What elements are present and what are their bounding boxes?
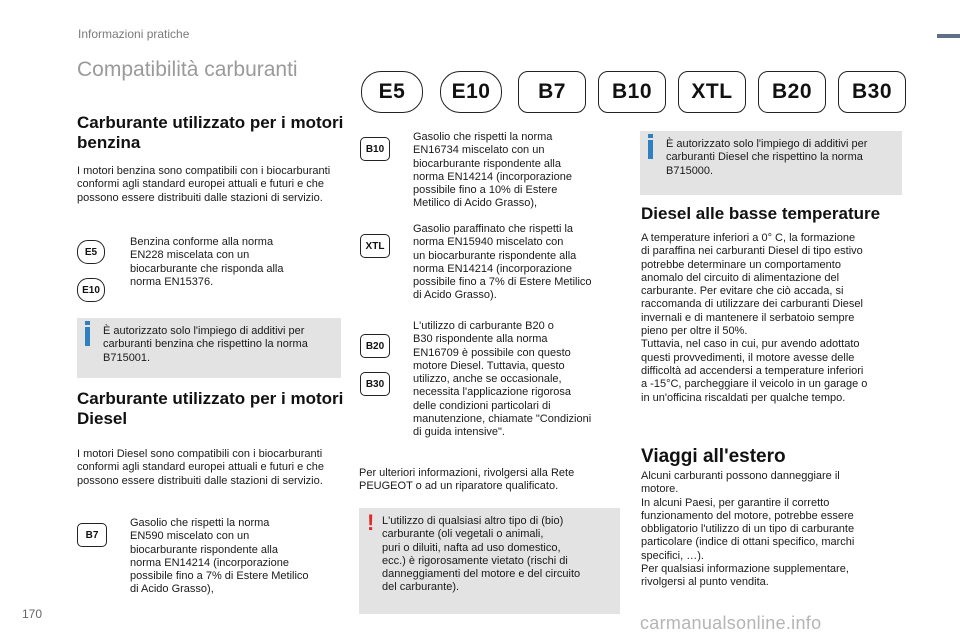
xtl-desc: Gasolio paraffinato che rispetti la norma EN15940 miscelato con un biocarburante rispondente alla norma EN14214 (incorporazione possibile fino a 7% di Estere Metilico di Acido Grasso). <box>413 223 592 302</box>
section-label: Informazioni pratiche <box>78 27 190 41</box>
petrol-info-text: È autorizzato solo l'impiego di additivi per carburanti benzina che rispettino la norma B715001. <box>103 325 308 364</box>
diesel-intro: I motori Diesel sono compatibili con i biocarburanti conformi agli standard europei attuali e futuri e che possono essere distribuiti dalle stazioni di servizio. <box>77 448 325 487</box>
more-info-text: Per ulteriori informazioni, rivolgersi alla Rete PEUGEOT o ad un riparatore qualificato. <box>359 467 575 493</box>
petrol-desc: Benzina conforme alla norma EN228 miscelata con un biocarburante che risponda alla norma EN15376. <box>130 236 284 288</box>
warning-text: L'utilizzo di qualsiasi altro tipo di (bio) carburante (oli vegetali o animali, puri o diluiti, nafta ad uso domestico, ecc.) è rigorosamente vietato (rischi di danneggiamenti del motore e del circuito del carburante). <box>382 515 581 594</box>
petrol-intro: I motori benzina sono compatibili con i biocarburanti conformi agli standard europei attuali e futuri e che possono essere distribuiti dalle stazioni di servizio. <box>77 165 331 204</box>
badge-e10: E10 <box>440 71 502 113</box>
b20-b30-desc: L'utilizzo di carburante B20 o B30 rispondente alla norma EN16709 è possibile con questo motore Diesel. Tuttavia, questo utilizzo, anche se occasionale, necessita l'applicazione rigorosa delle condizioni particolari di manutenzione, chiamate "Condizioni di guida intensive". <box>413 320 592 439</box>
diesel-heading: Carburante utilizzato per i motori Diesel <box>77 389 344 428</box>
petrol-heading: Carburante utilizzato per i motori benzina <box>77 113 344 152</box>
b7-desc: Gasolio che rispetti la norma EN590 miscelato con un biocarburante rispondente alla norma EN14214 (incorporazione possibile fino a 7% di Estere Metilico di Acido Grasso), <box>130 517 309 596</box>
badge-b20: B20 <box>758 71 826 113</box>
cold-heading: Diesel alle basse temperature <box>641 204 881 223</box>
badge-b10-small: B10 <box>360 137 390 161</box>
diesel-info-box <box>640 131 902 195</box>
page-number: 170 <box>22 607 43 621</box>
badge-xtl-small: XTL <box>360 234 390 258</box>
petrol-info-box <box>77 318 341 378</box>
b10-desc: Gasolio che rispetti la norma EN16734 miscelato con un biocarburante rispondente alla norma EN14214 (incorporazione possibile fino a 10% di Estere Metilico di Acido Grasso), <box>413 131 572 210</box>
badge-b30-small: B30 <box>360 372 390 396</box>
badge-e5: E5 <box>361 71 423 113</box>
header-rule <box>937 34 960 38</box>
badge-b7: B7 <box>518 71 586 113</box>
badge-b20-small: B20 <box>360 334 390 358</box>
info-icon <box>85 327 90 346</box>
travel-heading: Viaggi all'estero <box>641 446 786 467</box>
badge-xtl: XTL <box>678 71 746 113</box>
warning-icon: ! <box>367 510 375 535</box>
badge-b7-small: B7 <box>77 523 107 547</box>
watermark: carmanualsonline.info <box>640 613 822 633</box>
badge-b30: B30 <box>838 71 906 113</box>
warning-box <box>359 508 620 614</box>
travel-text: Alcuni carburanti possono danneggiare il motore. In alcuni Paesi, per garantire il corretto funzionamento del motore, potrebbe essere obbligatorio l'utilizzo di un tipo di carburante particolare (indice di ottani specifico, marchi specifici, …). Per qualsiasi informazione supplementare, rivolgersi al punto vendita. <box>641 470 855 589</box>
badge-e10-small: E10 <box>77 278 105 302</box>
badge-b10: B10 <box>598 71 666 113</box>
badge-e5-small: E5 <box>77 240 105 264</box>
page-title: Compatibilità carburanti <box>77 58 298 81</box>
info-icon <box>648 140 653 159</box>
diesel-info-text: È autorizzato solo l'impiego di additivi per carburanti Diesel che rispettino la norma B715000. <box>666 138 868 177</box>
cold-text: A temperature inferiori a 0° C, la formazione di paraffina nei carburanti Diesel di tipo estivo potrebbe determinare un comportamento anomalo del circuito di alimentazione del carburante. Per evitare che ciò accada, si raccomanda di utilizzare dei carburanti Diesel invernali e di mantenere il serbatoio sempre pieno per oltre il 50%. Tuttavia, nel caso in cui, pur avendo adottato questi provvedimenti, il motore avesse delle difficoltà ad accendersi a temperature inferiori a -15°C, parcheggiare il veicolo in un garage o in un'officina riscaldati per qualche tempo. <box>641 232 868 404</box>
